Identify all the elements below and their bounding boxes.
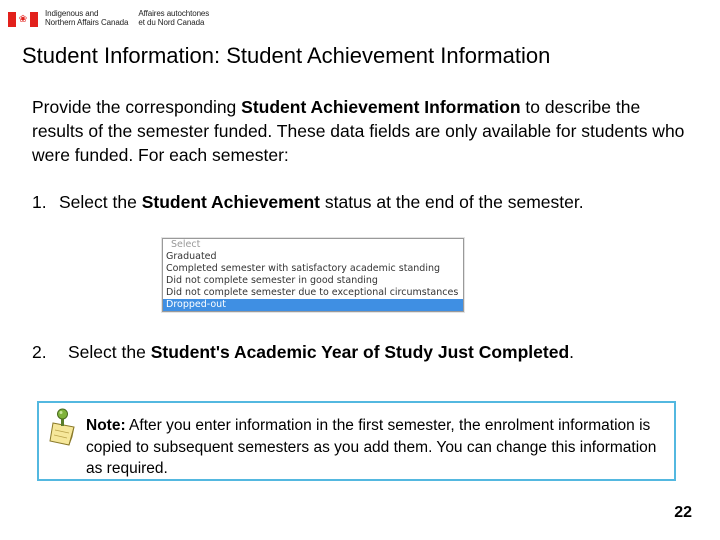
department-name-fr [138,9,209,27]
listbox-option[interactable]: Completed semester with satisfactory academic standing [166,263,441,274]
flag-band-left [8,12,16,27]
dept-fr-line1: Affaires autochtones [138,9,210,18]
page-number: 22 [674,504,692,521]
listbox-option[interactable]: Graduated [166,251,217,262]
dept-fr-line2: et du Nord Canada [138,18,205,27]
page-title: Student Information: Student Achievement Information [22,43,551,68]
intro-bold-term: Student Achievement Information [241,97,521,117]
step-1-text-post: status at the end of the semester. [319,192,584,212]
canada-flag-icon [8,12,38,27]
intro-text-1: Provide the corresponding [32,97,242,117]
step-2-text-pre: Select the [68,342,151,362]
step-2-number: 2. [32,342,47,362]
flag-band-right [30,12,38,27]
listbox-placeholder[interactable]: Select [171,239,201,250]
step-2-bold-term: Student's Academic Year of Study Just Completed [150,342,570,362]
step-2-text-post: . [569,342,575,362]
step-1-text-pre: Select the [59,192,142,212]
note-label: Note: [86,417,126,434]
note-body: After you enter information in the first semester, the enrolment information is copied to subsequent semesters as you add them. You can change this information as required. [86,417,657,477]
step-1-bold-term: Student Achievement [141,192,320,212]
maple-leaf-icon: ❀ [18,13,28,25]
listbox-option[interactable]: Did not complete semester due to exceptional circumstances [166,287,459,298]
step-1 [32,192,584,213]
note-box [37,401,676,481]
note-text [86,415,674,480]
student-achievement-listbox[interactable] [162,238,464,312]
dept-en-line2: Northern Affairs Canada [45,18,129,27]
intro-text-2: to describe the results of the semester funded. These data fields are only available for students who were funded. For each semester: [32,97,685,165]
step-2 [32,342,574,363]
listbox-option[interactable]: Did not complete semester in good standing [166,275,378,286]
note-pin-icon [48,407,78,447]
government-header [8,9,209,31]
step-1-number: 1. [32,192,47,212]
listbox-option-selected[interactable]: Dropped-out [163,299,463,311]
department-name-en [45,9,128,27]
intro-paragraph [32,95,692,167]
dept-en-line1: Indigenous and [45,9,99,18]
